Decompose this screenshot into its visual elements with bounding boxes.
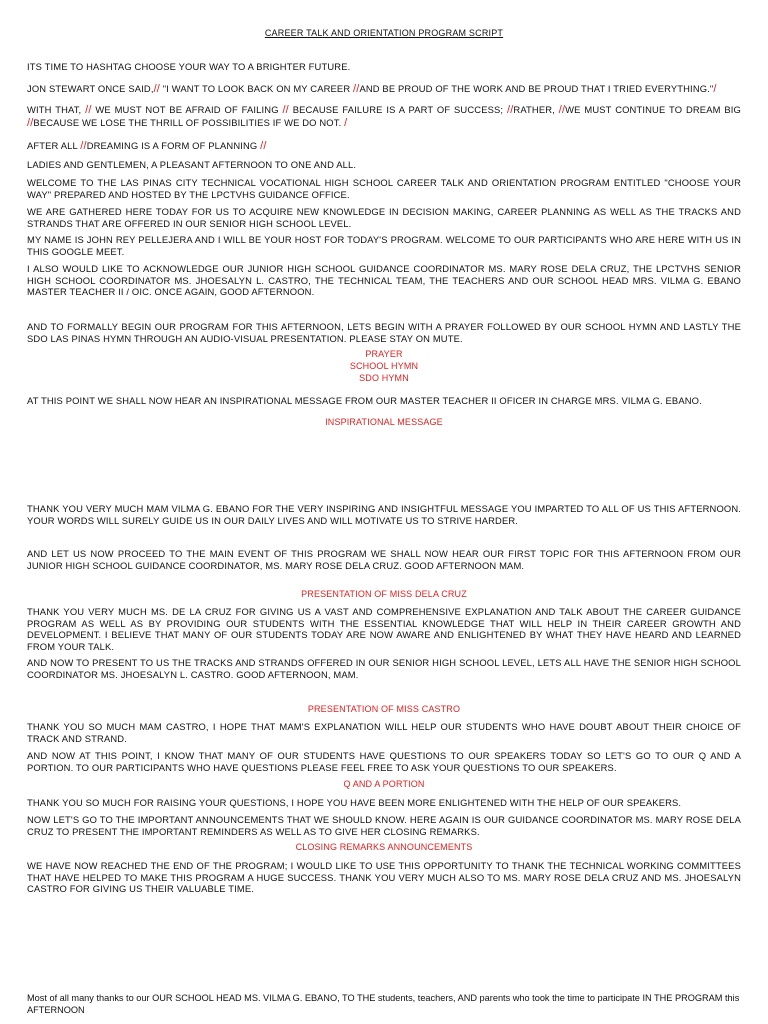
failure-text: WE MUST CONTINUE TO DREAM BIG: [565, 104, 741, 115]
final-thanks-paragraph: Most of all many thanks to our OUR SCHOOL HEAD MS. VILMA G. EBANO, TO THE students, teachers, AND parents who took the time to participate IN THE PROGRAM this AFTERNOON: [27, 993, 740, 1015]
hashtag-line: ITS TIME TO HASHTAG CHOOSE YOUR WAY TO A BRIGHTER FUTURE.: [27, 61, 351, 72]
pause-mark: //: [282, 104, 289, 116]
quote-text: AND BE PROUD OF THE WORK AND BE PROUD THAT I TRIED EVERYTHING.": [359, 83, 714, 94]
pause-mark: //: [558, 104, 566, 116]
failure-text: WITH THAT,: [27, 104, 86, 115]
thanks-ebano-paragraph: THANK YOU VERY MUCH MAM VILMA G. EBANO FOR THE VERY INSPIRING AND INSIGHTFUL MESSAGE YOU IMPARTED TO ALL OF US THIS AFTERNOON. YOUR WORDS WILL SURELY GUIDE US IN OUR DAILY LIVES AND WILL MOTIVATE US TO STRIVE HARDER.: [27, 503, 741, 526]
acknowledgement-paragraph: I ALSO WOULD LIKE TO ACKNOWLEDGE OUR JUNIOR HIGH SCHOOL GUIDANCE COORDINATOR MS. MARY ROSE DELA CRUZ, THE LPCTVHS SENIOR HIGH SCHOOL COORDINATOR MS. JHOESALYN L. CASTRO, THE TECHNICAL TEAM, THE TEACHERS AND OUR SCHOOL HEAD MRS. VILMA G. EBANO MASTER TEACHER II / OIC. ONCE AGAIN, GOOD AFTERNOON.: [27, 263, 741, 298]
pause-mark: //: [153, 83, 161, 95]
castro-intro-paragraph: AND NOW TO PRESENT TO US THE TRACKS AND STRANDS OFFERED IN OUR SENIOR HIGH SCHOOL LEVEL, LETS ALL HAVE THE SENIOR HIGH SCHOOL COORDINATOR MS. JHOESALYN L. CASTRO. GOOD AFTERNOON, MAM.: [27, 657, 741, 680]
failure-text: WE MUST NOT BE AFRAID OF FAILING: [91, 104, 283, 115]
inspirational-intro-line: AT THIS POINT WE SHALL NOW HEAR AN INSPIRATIONAL MESSAGE FROM OUR MASTER TEACHER II OFICER IN CHARGE MRS. VILMA G. EBANO.: [27, 395, 702, 406]
greeting-line: LADIES AND GENTLEMEN, A PLEASANT AFTERNOON TO ONE AND ALL.: [27, 159, 357, 170]
pause-mark: //: [353, 83, 360, 95]
failure-text: BECAUSE FAILURE IS A PART OF SUCCESS;: [288, 104, 507, 115]
pause-mark: //: [80, 140, 87, 152]
failure-text: BECAUSE WE LOSE THE THRILL OF POSSIBILITIES IF WE DO NOT.: [33, 116, 345, 128]
main-event-paragraph: AND LET US NOW PROCEED TO THE MAIN EVENT OF THIS PROGRAM WE SHALL NOW HEAR OUR FIRST TOPIC FOR THIS AFTERNOON FROM OUR JUNIOR HIGH SCHOOL GUIDANCE COORDINATOR, MS. MARY ROSE DELA CRUZ. GOOD AFTERNOON MAM.: [27, 548, 741, 571]
segment-heading-dela-cruz: PRESENTATION OF MISS DELA CRUZ: [301, 589, 467, 599]
segment-heading-qa: Q AND A PORTION: [343, 779, 425, 789]
pause-mark: /: [713, 83, 717, 95]
thanks-dela-cruz-paragraph: THANK YOU VERY MUCH MS. DE LA CRUZ FOR GIVING US A VAST AND COMPREHENSIVE EXPLANATION AND TALK ABOUT THE CAREER GUIDANCE PROGRAM AS WELL AS BY PROVIDING OUR STUDENTS WITH THE ESSENTIAL KNOWLEDGE THAT WILL HELP IN THEIR CAREER GROWTH AND DEVELOPMENT. I BELIEVE THAT MANY OF OUR STUDENTS TODAY ARE NOW AWARE AND ENLIGHTENED BY WHAT THEY HAVE HEARD AND LEARNED FROM YOUR TALK.: [27, 606, 741, 652]
pause-mark: //: [85, 104, 92, 116]
failure-paragraph: [27, 104, 741, 129]
segment-heading-closing-remarks: CLOSING REMARKS ANNOUNCEMENTS: [295, 842, 473, 852]
thanks-questions-line: THANK YOU SO MUCH FOR RAISING YOUR QUESTIONS, I HOPE YOU HAVE BEEN MORE ENLIGHTENED WITH THE HELP OF OUR SPEAKERS.: [27, 797, 682, 808]
failure-text: RATHER,: [513, 104, 559, 115]
host-intro-paragraph: MY NAME IS JOHN REY PELLEJERA AND I WILL BE YOUR HOST FOR TODAY'S PROGRAM. WELCOME TO OUR PARTICIPANTS WHO ARE HERE WITH US IN THIS GOOGLE MEET.: [27, 234, 741, 257]
dreaming-line: [27, 140, 741, 153]
pause-mark: //: [506, 104, 514, 116]
segment-heading-inspirational-message: INSPIRATIONAL MESSAGE: [325, 417, 443, 427]
qa-intro-paragraph: AND NOW AT THIS POINT, I KNOW THAT MANY OF OUR STUDENTS HAVE QUESTIONS TO OUR SPEAKERS TODAY SO LET'S GO TO OUR Q AND A PORTION. TO OUR PARTICIPANTS WHO HAVE QUESTIONS PLEASE FEEL FREE TO ASK YOUR QUESTIONS TO OUR SPEAKERS.: [27, 750, 741, 773]
prayer-intro-paragraph: AND TO FORMALLY BEGIN OUR PROGRAM FOR THIS AFTERNOON, LETS BEGIN WITH A PRAYER FOLLOWED BY OUR SCHOOL HYMN AND LASTLY THE SDO LAS PINAS HYMN THROUGH AN AUDIO-VISUAL PRESENTATION. PLEASE STAY ON MUTE.: [27, 321, 741, 344]
quote-text: "I WANT TO LOOK BACK ON MY CAREER: [160, 83, 354, 94]
segment-heading-school-hymn: SCHOOL HYMN: [349, 361, 419, 371]
end-of-program-paragraph: WE HAVE NOW REACHED THE END OF THE PROGRAM; I WOULD LIKE TO USE THIS OPPORTUNITY TO THANK THE TECHNICAL WORKING COMMITTEES THAT HAVE HELPED TO MAKE THIS PROGRAM A HUGE SUCCESS. THANK YOU VERY MUCH ALSO TO MS. MARY ROSE DELA CRUZ AND MS. JHOESALYN CASTRO FOR GIVING US THEIR VALUABLE TIME.: [27, 860, 741, 895]
quote-paragraph: [27, 83, 741, 96]
document-title: CAREER TALK AND ORIENTATION PROGRAM SCRIPT: [264, 28, 504, 38]
announcements-paragraph: NOW LET'S GO TO THE IMPORTANT ANNOUNCEMENTS THAT WE SHOULD KNOW. HERE AGAIN IS OUR GUIDANCE COORDINATOR MS. MARY ROSE DELA CRUZ TO PRESENT THE IMPORTANT REMINDERS AS WELL AS TO GIVE HER CLOSING REMARKS.: [27, 814, 741, 837]
dreaming-text: AFTER ALL: [27, 140, 81, 151]
pause-mark: /: [344, 116, 348, 129]
segment-heading-sdo-hymn: SDO HYMN: [359, 373, 409, 383]
quote-text: JON STEWART ONCE SAID,: [27, 83, 154, 94]
welcome-paragraph: WELCOME TO THE LAS PINAS CITY TECHNICAL VOCATIONAL HIGH SCHOOL CAREER TALK AND ORIENTATION PROGRAM ENTITLED "CHOOSE YOUR WAY" PREPARED AND HOSTED BY THE LPCTVHS GUIDANCE OFFICE.: [27, 177, 741, 200]
dreaming-text: DREAMING IS A FORM OF PLANNING: [86, 140, 261, 151]
pause-mark: //: [260, 140, 267, 152]
segment-heading-castro: PRESENTATION OF MISS CASTRO: [307, 704, 461, 714]
segment-heading-prayer: PRAYER: [365, 349, 403, 359]
thanks-castro-paragraph: THANK YOU SO MUCH MAM CASTRO, I HOPE THAT MAM'S EXPLANATION WILL HELP OUR STUDENTS WHO HAVE DOUBT ABOUT THEIR CHOICE OF TRACK AND STRAND.: [27, 721, 741, 744]
pause-mark: //: [27, 116, 34, 129]
purpose-paragraph: WE ARE GATHERED HERE TODAY FOR US TO ACQUIRE NEW KNOWLEDGE IN DECISION MAKING, CAREER PLANNING AS WELL AS THE TRACKS AND STRANDS THAT ARE OFFERED IN OUR SENIOR HIGH SCHOOL LEVEL.: [27, 206, 741, 229]
